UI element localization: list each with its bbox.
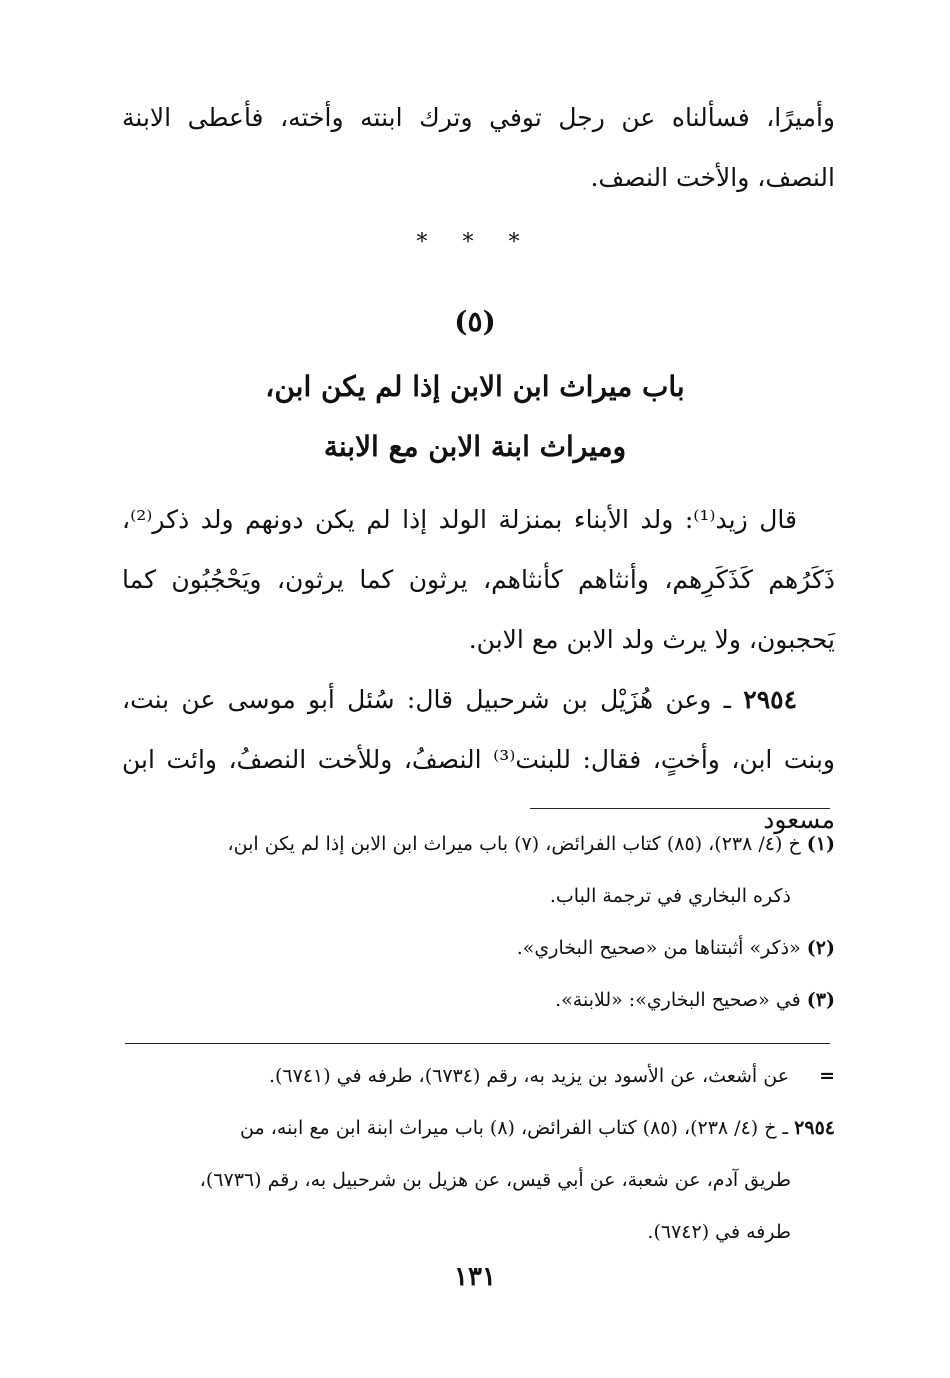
takhrij-note (122, 1102, 835, 1154)
footnote-2-text: «ذكر» أثبتناها من «صحيح البخاري». (516, 937, 801, 959)
chapter-number: (٥) (454, 305, 496, 338)
continuation-note (122, 1050, 835, 1102)
footnote-1-number: (١) (806, 833, 835, 855)
footnote-1 (122, 818, 835, 870)
zaid-text: قال زيد⁽¹⁾: ولد الأبناء بمنزلة الولد إذا لم يكن دونهم ولد ذكر⁽²⁾، ذَكَرُهم كَذَكَرِهم، وأنثاهم كأنثاهم، يرثون كما يرثون، ويَحْجُبُون كما يَحجبون، ولا يرث ولد الابن مع الابن. (122, 505, 835, 654)
continuation-mark: = (819, 1065, 835, 1087)
footnote-1-text: خ (٤/ ٢٣٨)، (٨٥) كتاب الفرائض، (٧) باب ميراث ابن الابن إذا لم يكن ابن، (227, 833, 801, 855)
hadith-number: ٢٩٥٤ (743, 685, 797, 714)
intro-paragraph (122, 88, 835, 208)
footnote-3-number: (٣) (806, 989, 835, 1011)
takhrij-line-3: طرفه في (٦٧٤٢). (647, 1221, 791, 1243)
intro-text: وأميرًا، فسألناه عن رجل توفي وترك ابنته وأخته، فأعطى الابنة النصف، والأخت النصف. (122, 103, 835, 192)
takhrij-line-2: طريق آدم، عن شعبة، عن أبي قيس، عن هزيل بن شرحبيل به، رقم (٦٧٣٦)، (199, 1169, 791, 1191)
footnotes (122, 818, 835, 1026)
notes-divider (125, 1043, 830, 1044)
chapter-title-line1: باب ميراث ابن الابن إذا لم يكن ابن، (265, 370, 685, 403)
footnote-2 (122, 922, 835, 974)
footnote-2-number: (٢) (806, 937, 835, 959)
footnote-3-text: في «صحيح البخاري»: «للابنة». (555, 989, 801, 1011)
takhrij-number: ٢٩٥٤ (794, 1117, 835, 1139)
footnote-1-continuation: ذكره البخاري في ترجمة الباب. (549, 885, 791, 907)
section-separator: * * * (416, 230, 534, 255)
chapter-title-line2: وميراث ابنة الابن مع الابنة (323, 430, 627, 463)
takhrij-text: ـ خ (٤/ ٢٣٨)، (٨٥) كتاب الفرائض، (٨) باب ميراث ابنة ابن مع ابنه، من (240, 1117, 789, 1139)
continuation-text: عن أشعث، عن الأسود بن يزيد به، رقم (٦٧٣٤)، طرفه في (٦٧٤١). (268, 1065, 790, 1087)
zaid-paragraph (122, 490, 835, 670)
footnote-divider (530, 808, 830, 809)
page-number: ١٣١ (454, 1262, 496, 1292)
takhrij-notes (122, 1050, 835, 1258)
footnote-3 (122, 974, 835, 1026)
hadith-text: ـ وعن هُزَيْل بن شرحبيل قال: سُئل أبو موسى عن بنت، وبنت ابن، وأختٍ، فقال: للبنت⁽³⁾ النصفُ، وللأخت النصفُ، وائت ابن مسعود (122, 685, 835, 834)
